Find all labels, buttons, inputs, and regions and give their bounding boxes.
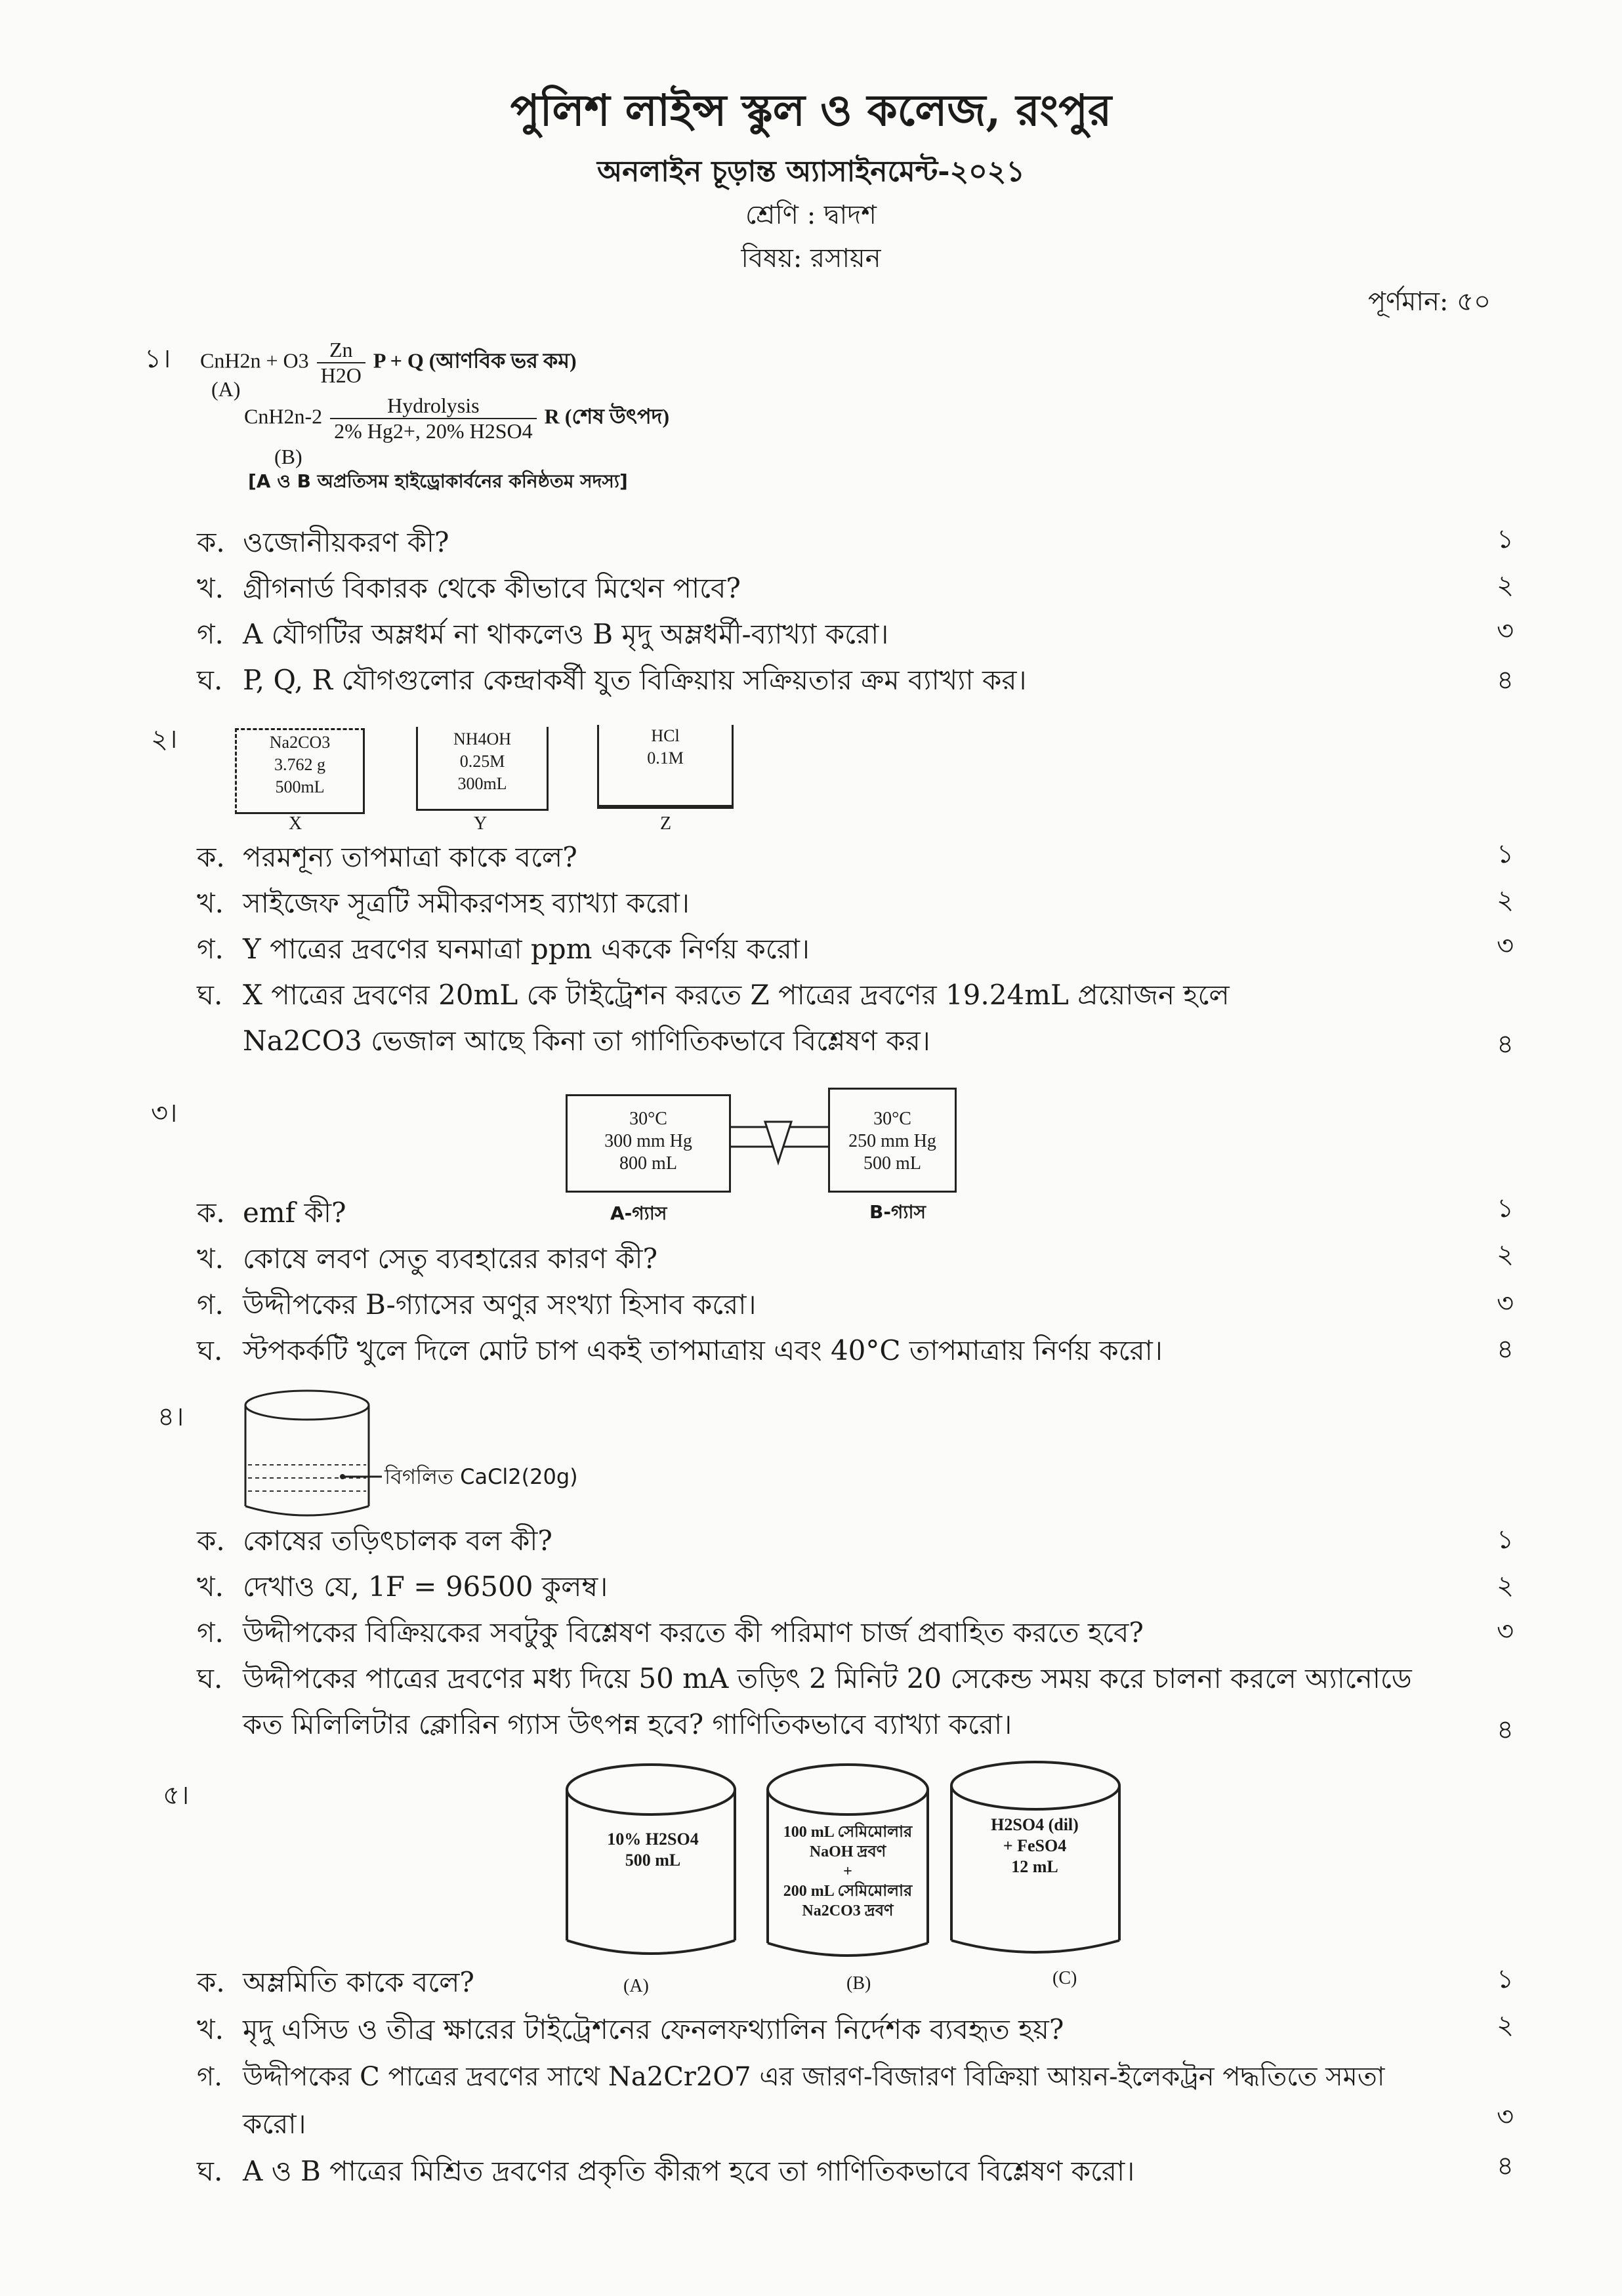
q1-sub-gha: ঘ. P, Q, R যৌগগুলোর কেন্দ্রাকর্ষী যুত বিক্রিয়ায় সক্রিয়তার ক্রম ব্যাখ্যা কর। bbox=[197, 664, 1027, 696]
beaker-y: NH4OH 0.25M 300mL bbox=[416, 727, 549, 811]
q1-eq1-right: P + Q (আণবিক ভর কম) bbox=[373, 348, 577, 373]
q1-sub-kha: খ. গ্রীগনার্ড বিকারক থেকে কীভাবে মিথেন পাবে? bbox=[197, 572, 741, 604]
beaker-z: HCl 0.1M bbox=[597, 725, 734, 809]
q5-number: ৫। bbox=[163, 1780, 190, 1811]
q2-mark-gha: ৪ bbox=[1497, 1029, 1514, 1059]
q1-label-a: (A) bbox=[211, 377, 241, 401]
q1-eq2-right: R (শেষ উৎপদ) bbox=[544, 404, 670, 428]
cacl2-label: বিগলিত CaCl2(20g) bbox=[385, 1464, 578, 1489]
q4-sub-ga: গ. উদ্দীপকের বিক্রিয়কের সবটুকু বিশ্লেষণ করতে কী পরিমাণ চার্জ প্রবাহিত করতে হবে? bbox=[197, 1616, 1144, 1649]
gas-b-box: 30°C 250 mm Hg 500 mL bbox=[828, 1088, 957, 1193]
cacl2-container bbox=[244, 1389, 638, 1527]
cylinder-a-caption: (A) bbox=[623, 1976, 649, 1996]
q3-number: ৩। bbox=[151, 1098, 178, 1128]
assignment-title: অনলাইন চূড়ান্ত অ্যাসাইনমেন্ট-২০২১ bbox=[597, 155, 1025, 188]
q4-mark-gha: ৪ bbox=[1497, 1715, 1514, 1745]
q1-eq1-left: CnH2n + O3 bbox=[200, 348, 309, 373]
q2-sub-gha-cont: Na2CO3 ভেজাল আছে কিনা তা গাণিতিকভাবে বিশ্লেষণ কর। bbox=[243, 1025, 930, 1057]
q5-sub-ga-cont: করো। bbox=[243, 2108, 306, 2140]
cylinder-a-text: 10% H2SO4 500 mL bbox=[607, 1830, 699, 1870]
q2-sub-kha: খ. সাইজেফ সূত্রটি সমীকরণসহ ব্যাখ্যা করো। bbox=[197, 887, 690, 919]
q1-eq2-bottom: 2% Hg2+, 20% H2SO4 bbox=[334, 419, 533, 443]
q2-mark-ga: ৩ bbox=[1496, 931, 1514, 961]
cylinder-b-caption: (B) bbox=[846, 1973, 871, 1994]
q1-eq2-left: CnH2n-2 bbox=[244, 404, 323, 428]
q1-label-b: (B) bbox=[274, 445, 302, 468]
beaker-x: Na2CO3 3.762 g 500mL bbox=[235, 728, 365, 814]
q5-mark-gha: ৪ bbox=[1497, 2151, 1514, 2181]
q4-sub-kha: খ. দেখাও যে, 1F = 96500 কুলম্ব। bbox=[197, 1570, 608, 1603]
cylinder-b-text: 100 mL সেমিমোলার NaOH দ্রবণ + 200 mL সেমিমোলার Na2CO3 দ্রবণ bbox=[783, 1824, 913, 1919]
q1-sub-ka: ক. ওজোনীয়করণ কী? bbox=[197, 526, 449, 558]
q3-mark-kha: ২ bbox=[1496, 1239, 1514, 1269]
cylinder-c-caption: (C) bbox=[1052, 1968, 1077, 1988]
q3-subquestions bbox=[197, 1195, 1516, 1379]
q1-eq1-catalyst-bottom: H2O bbox=[320, 363, 362, 387]
q5-mark-ga: ৩ bbox=[1496, 2102, 1514, 2132]
q4-mark-ka: ১ bbox=[1497, 1525, 1514, 1555]
q3-sub-kha: খ. কোষে লবণ সেতু ব্যবহারের কারণ কী? bbox=[197, 1242, 657, 1275]
q5-mark-ka: ১ bbox=[1497, 1964, 1514, 1994]
q3-mark-ga: ৩ bbox=[1496, 1288, 1514, 1319]
cylinder-c-text: H2SO4 (dil) + FeSO4 12 mL bbox=[991, 1815, 1079, 1876]
q1-sub-ga: গ. A যৌগটির অম্লধর্ম না থাকলেও B মৃদু অম্লধর্মী-ব্যাখ্যা করো। bbox=[197, 618, 889, 650]
q2-number: ২। bbox=[151, 724, 178, 754]
q1-mark-kha: ২ bbox=[1496, 570, 1514, 600]
subject-label: বিষয়: রসায়ন bbox=[741, 243, 881, 274]
q4-subquestions bbox=[197, 1523, 1516, 1753]
q5-sub-gha: ঘ. A ও B পাত্রের মিশ্রিত দ্রবণের প্রকৃতি কীরূপ হবে তা গাণিতিকভাবে বিশ্লেষণ করো। bbox=[197, 2155, 1135, 2187]
full-marks: পূর্ণমান: ৫০ bbox=[1367, 287, 1491, 317]
beaker-y-label: Y bbox=[474, 813, 488, 834]
q3-sub-ga: গ. উদ্দীপকের B-গ্যাসের অণুর সংখ্যা হিসাব করো। bbox=[197, 1288, 757, 1321]
gas-b-caption: B-গ্যাস bbox=[869, 1201, 926, 1223]
q4-mark-ga: ৩ bbox=[1496, 1616, 1514, 1647]
gas-a-caption: A-গ্যাস bbox=[610, 1202, 667, 1224]
q4-sub-gha-cont: কত মিলিলিটার ক্লোরিন গ্যাস উৎপন্ন হবে? গাণিতিকভাবে ব্যাখ্যা করো। bbox=[243, 1708, 1012, 1740]
q1-mark-gha: ৪ bbox=[1497, 665, 1514, 695]
q1-number: ১। bbox=[144, 344, 171, 374]
q1-eq2-top: Hydrolysis bbox=[330, 394, 536, 419]
q2-sub-gha: ঘ. X পাত্রের দ্রবণের 20mL কে টাইট্রেশন করতে Z পাত্রের দ্রবণের 19.24mL প্রয়োজন হলে bbox=[197, 979, 1230, 1011]
q2-sub-ga: গ. Y পাত্রের দ্রবণের ঘনমাত্রা ppm এককে নির্ণয় করো। bbox=[197, 933, 810, 965]
beaker-x-label: X bbox=[289, 813, 302, 834]
beaker-z-label: Z bbox=[660, 813, 672, 834]
q4-mark-kha: ২ bbox=[1496, 1570, 1514, 1601]
gas-a-box: 30°C 300 mm Hg 800 mL bbox=[566, 1094, 731, 1193]
q1-subquestions bbox=[197, 525, 1516, 708]
q5-sub-kha: খ. মৃদু এসিড ও তীব্র ক্ষারের টাইট্রেশনের ফেনলফথ্যালিন নির্দেশক ব্যবহৃত হয়? bbox=[197, 2013, 1064, 2045]
q2-subquestions bbox=[197, 840, 1516, 1069]
q2-sub-ka: ক. পরমশূন্য তাপমাত্রা কাকে বলে? bbox=[197, 841, 577, 873]
q4-sub-ka: ক. কোষের তড়িৎচালক বল কী? bbox=[197, 1525, 552, 1557]
q1-equation-2 bbox=[244, 394, 669, 443]
q1-mark-ka: ১ bbox=[1497, 524, 1514, 554]
q3-mark-gha: ৪ bbox=[1497, 1334, 1514, 1364]
q4-number: ৪। bbox=[157, 1402, 184, 1432]
class-label: শ্রেণি : দ্বাদশ bbox=[745, 200, 877, 230]
q4-sub-gha: ঘ. উদ্দীপকের পাত্রের দ্রবণের মধ্য দিয়ে 50 mA তড়িৎ 2 মিনিট 20 সেকেন্ড সময় করে চালনা করলে অ্যানোডে bbox=[197, 1662, 1412, 1694]
q3-sub-gha: ঘ. স্টপকর্কটি খুলে দিলে মোট চাপ একই তাপমাত্রায় এবং 40°C তাপমাত্রায় নির্ণয় করো। bbox=[197, 1334, 1163, 1366]
q2-mark-ka: ১ bbox=[1497, 839, 1514, 869]
q3-sub-ka: ক. emf কী? bbox=[197, 1197, 346, 1229]
q5-sub-ga: গ. উদ্দীপকের C পাত্রের দ্রবণের সাথে Na2Cr2O7 এর জারণ-বিজারণ বিক্রিয়া আয়ন-ইলেকট্রন পদ্ধতিতে সমতা bbox=[197, 2062, 1385, 2092]
q1-mark-ga: ৩ bbox=[1496, 616, 1514, 646]
q1-equation-1 bbox=[200, 338, 577, 388]
q2-mark-kha: ২ bbox=[1496, 885, 1514, 915]
stopcock-connector bbox=[731, 1115, 829, 1174]
q1-note: [A ও B অপ্রতিসম হাইড্রোকার্বনের কনিষ্ঠতম সদস্য] bbox=[248, 470, 628, 492]
q5-subquestions bbox=[197, 1965, 1522, 2201]
q3-mark-ka: ১ bbox=[1497, 1193, 1514, 1223]
q1-eq1-catalyst-top: Zn bbox=[317, 338, 365, 363]
q5-mark-kha: ২ bbox=[1496, 2010, 1514, 2040]
school-name: পুলিশ লাইন্স স্কুল ও কলেজ, রংপুর bbox=[510, 85, 1112, 136]
q5-sub-ka: ক. অম্লমিতি কাকে বলে? bbox=[197, 1966, 474, 1998]
